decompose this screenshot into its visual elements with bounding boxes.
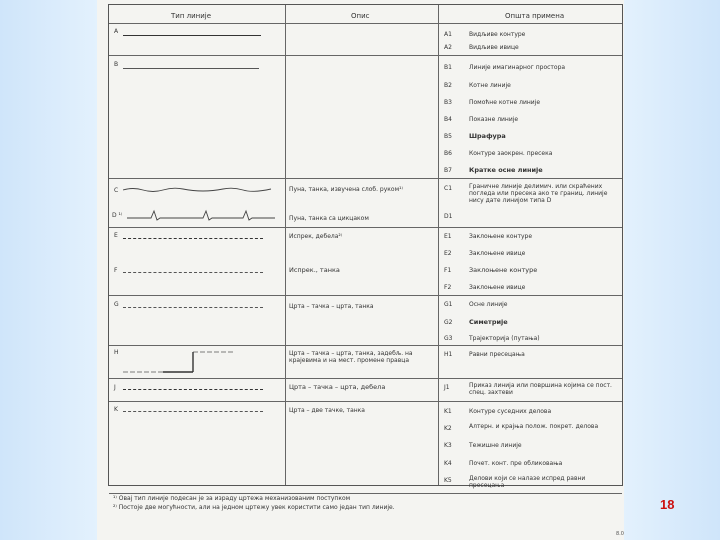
row-divider xyxy=(109,401,622,402)
app-text: Кратке осне линије xyxy=(469,166,543,174)
row-letter: J xyxy=(114,384,116,391)
line-sample-freehand xyxy=(123,185,273,195)
app-text: Тежишне линије xyxy=(469,442,522,449)
description-text: Црта – тачка – црта, дебела xyxy=(289,383,386,391)
row-letter: K xyxy=(114,406,118,413)
row-letter: B xyxy=(114,61,119,68)
app-code: K2 xyxy=(444,425,452,432)
row-divider xyxy=(109,295,622,296)
app-code: J1 xyxy=(444,384,450,391)
app-text: Алтерн. и крајња полож. покрет. делова xyxy=(469,423,599,430)
description-text: Пуна, танка, извучена слоб. руком¹⁾ xyxy=(289,186,403,193)
row-divider xyxy=(109,178,622,179)
description-text: Црта – две тачке, танка xyxy=(289,407,365,414)
app-code: G3 xyxy=(444,335,453,342)
app-text: Видљиве контуре xyxy=(469,31,526,38)
footnote-2: ²⁾ Постоје две могућности, али на једном цртежу увек користити само један тип линије. xyxy=(113,504,395,511)
row-divider xyxy=(109,378,622,379)
app-code: B2 xyxy=(444,82,452,89)
footnote-1: ¹⁾ Овај тип линије подесан је за израду цртежа механизованим поступком xyxy=(113,495,351,502)
app-code: F1 xyxy=(444,267,452,274)
description-text: Црта – тачка – црта, танка, задебљ. на крајевима и на мест. промене правца xyxy=(289,350,413,364)
description-text: Пуна, танка са цикцаком xyxy=(289,215,369,222)
app-code: F2 xyxy=(444,284,452,291)
app-text: Равни пресецања xyxy=(469,351,525,358)
row-divider xyxy=(109,23,622,24)
app-code: A2 xyxy=(444,44,452,51)
description-text: Црта – тачка – црта, танка xyxy=(289,303,374,310)
app-text: Заклоњене контуре xyxy=(469,266,538,274)
app-code: G1 xyxy=(444,301,453,308)
description-text: Испрек, дебела²⁾ xyxy=(289,233,343,240)
row-letter: C xyxy=(114,187,119,194)
app-text: Контуре суседних делова xyxy=(469,408,552,415)
column-divider xyxy=(438,5,439,485)
app-code: H1 xyxy=(444,351,453,358)
app-text: Контуре заокрен. пресека xyxy=(469,150,553,157)
app-text: Почет. конт. пре обликовања xyxy=(469,460,563,467)
app-text: Трајекторија (путања) xyxy=(469,335,540,342)
app-code: K5 xyxy=(444,477,452,484)
line-sample-dash-dot-thin xyxy=(123,307,263,308)
app-code: A1 xyxy=(444,31,452,38)
line-sample-cutting-plane xyxy=(123,350,243,376)
line-sample-zigzag xyxy=(127,209,277,221)
line-sample-dashed-thin xyxy=(123,272,263,273)
app-code: K3 xyxy=(444,442,452,449)
header-application: Општа примена xyxy=(505,12,565,20)
line-sample-continuous-thick xyxy=(123,35,261,36)
app-code: C1 xyxy=(444,185,453,192)
app-code: B7 xyxy=(444,167,452,174)
app-text: Граничне линије делимич. или скраћених погледа или пресека ако те границ. линије нису дате линијом типа D xyxy=(469,183,608,204)
app-text: Делови који се налазе испред равни пресецања xyxy=(469,475,586,489)
app-text: Заклоњене ивице xyxy=(469,250,526,257)
app-code: B3 xyxy=(444,99,452,106)
app-text: Видљиве ивице xyxy=(469,44,519,51)
row-divider xyxy=(109,493,622,494)
row-letter: E xyxy=(114,232,118,239)
slide-background-right xyxy=(624,0,720,540)
row-letter: G xyxy=(114,301,119,308)
app-text: Линије имагинарног простора xyxy=(469,64,566,71)
line-sample-dashed-thick xyxy=(123,238,263,239)
line-types-table xyxy=(108,4,623,489)
bottom-mark: 8.0 xyxy=(616,531,624,537)
app-code: E2 xyxy=(444,250,452,257)
app-code: K4 xyxy=(444,460,452,467)
app-text: Осне линије xyxy=(469,301,508,308)
app-code: K1 xyxy=(444,408,452,415)
slide-background-left xyxy=(0,0,97,540)
line-sample-dash-dot-thick xyxy=(123,389,263,390)
app-text: Заклоњене ивице xyxy=(469,284,526,291)
column-divider xyxy=(285,5,286,485)
app-code: B1 xyxy=(444,64,452,71)
app-text: Помоћне котне линије xyxy=(469,99,541,106)
row-letter: D ¹⁾ xyxy=(112,212,123,219)
app-text: Заклоњене контуре xyxy=(469,233,533,240)
app-text: Показне линије xyxy=(469,116,519,123)
header-type: Тип линије xyxy=(171,12,212,20)
description-text: Испрек., танка xyxy=(289,266,340,274)
app-code: D1 xyxy=(444,213,453,220)
header-description: Опис xyxy=(351,12,370,20)
app-code: E1 xyxy=(444,233,452,240)
row-letter: H xyxy=(114,349,119,356)
app-text: Приказ линија или површина којима се пост. спец. захтеви xyxy=(469,382,612,396)
line-sample-continuous-thin xyxy=(123,68,259,69)
row-letter: F xyxy=(114,267,118,274)
row-divider xyxy=(109,345,622,346)
row-divider xyxy=(109,55,622,56)
app-text: Симетрије xyxy=(469,318,508,326)
page-number: 18 xyxy=(660,497,675,512)
row-divider xyxy=(109,227,622,228)
app-code: B4 xyxy=(444,116,452,123)
app-code: G2 xyxy=(444,319,453,326)
app-text: Котне линије xyxy=(469,82,511,89)
app-code: B5 xyxy=(444,133,452,140)
row-letter: A xyxy=(114,28,119,35)
app-code: B6 xyxy=(444,150,452,157)
line-sample-dash-two-dots xyxy=(123,411,263,412)
app-text: Шрафура xyxy=(469,132,506,140)
